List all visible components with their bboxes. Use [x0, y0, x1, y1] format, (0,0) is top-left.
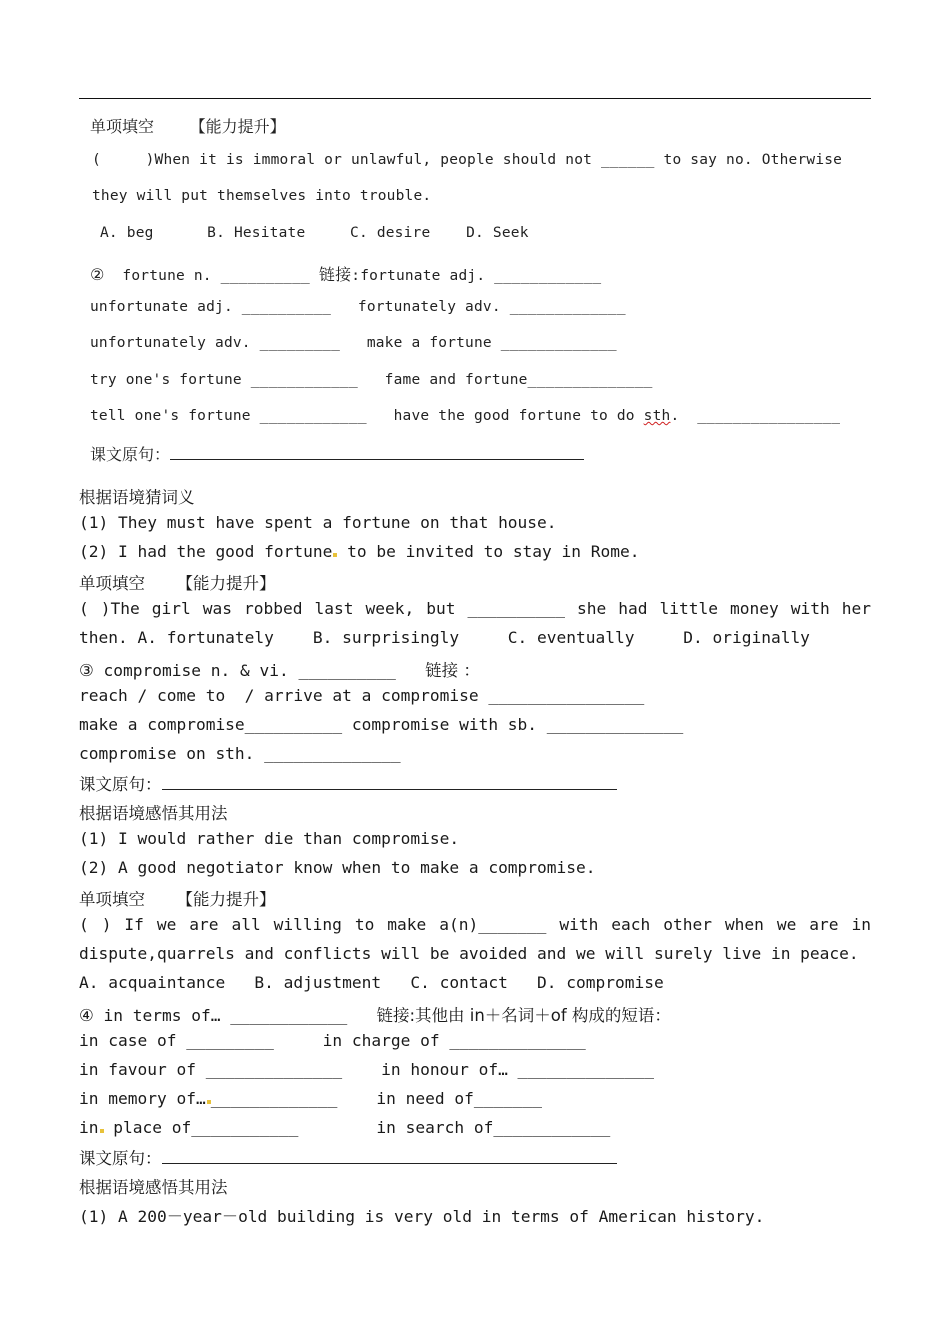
section-2-header: 单项填空 【能力提升】 — [79, 574, 276, 593]
item-2-fortune: ② fortune n. __________ 链接:fortunate adj. ____________ — [90, 265, 602, 284]
original-sentence-3: 课文原句： — [79, 1145, 617, 1169]
header-rule — [79, 98, 871, 99]
section-3-header: 单项填空 【能力提升】 — [79, 890, 276, 909]
compromise-row-3: compromise on sth. ______________ — [79, 744, 401, 763]
terms-example-1: (1) A 200－year－old building is very old in terms of American history. — [79, 1207, 765, 1226]
compromise-row-1: reach / come to / arrive at a compromise ________________ — [79, 686, 645, 705]
compromise-usage-header: 根据语境感悟其用法 — [79, 804, 228, 823]
compromise-example-1: (1) I would rather die than compromise. — [79, 829, 460, 848]
fortune-example-1: (1) They must have spent a fortune on that house. — [79, 513, 557, 532]
fortune-row-unfortunate: unfortunate adj. __________ fortunately adv. _____________ — [90, 299, 626, 315]
fortune-example-2: (2) I had the good fortune to be invited to stay in Rome. — [79, 542, 640, 561]
terms-usage-header: 根据语境感悟其用法 — [79, 1178, 228, 1197]
question-1-line-2: they will put themselves into trouble. — [92, 188, 432, 204]
question-1-line-1: ( )When it is immoral or unlawful, people should not ______ to say no. Otherwise — [92, 152, 843, 168]
fortune-row-try: try one's fortune ____________ fame and fortune______________ — [90, 372, 653, 388]
section-3-options: A. acquaintance B. adjustment C. contact D. compromise — [79, 973, 664, 992]
section-3-question-line-2: dispute,quarrels and conflicts will be avoided and we will surely live in peace. — [79, 944, 859, 963]
image-section-header: 单项填空 【能力提升】 — [90, 117, 286, 136]
terms-row-3: in memory of… _____________ in need of_______ — [79, 1089, 543, 1108]
compromise-row-2: make a compromise__________ compromise with sb. ______________ — [79, 715, 684, 734]
terms-row-2: in favour of ______________ in honour of… ______________ — [79, 1060, 654, 1079]
terms-row-1: in case of _________ in charge of ______________ — [79, 1031, 586, 1050]
compromise-example-2: (2) A good negotiator know when to make a compromise. — [79, 858, 596, 877]
question-1-options: A. beg B. Hesitate C. desire D. Seek — [100, 225, 529, 241]
section-3-question-line-1: ( ) If we are all willing to make a(n)_______ with each other when we are in — [79, 915, 871, 934]
item-3-compromise: ③ compromise n. & vi. __________ 链接 ： — [79, 661, 480, 680]
section-2-options: then. A. fortunately B. surprisingly C. eventually D. originally — [79, 628, 810, 647]
section-2-question: ( )The girl was robbed last week, but __________ she had little money with her — [79, 599, 871, 618]
fortune-row-unfortunately: unfortunately adv. _________ make a fortune _____________ — [90, 335, 617, 351]
item-4-in-terms-of: ④ in terms of… ____________ 链接:其他由 in＋名词＋of 构成的短语： — [79, 1006, 671, 1025]
original-sentence-2: 课文原句： — [79, 771, 617, 795]
terms-row-4: in place of___________ in search of____________ — [79, 1118, 611, 1137]
fortune-row-tell: tell one's fortune ____________ have the good fortune to do sth. ________________ — [90, 408, 841, 424]
original-sentence-1: 课文原句： — [90, 442, 584, 465]
guess-meaning-header: 根据语境猜词义 — [79, 488, 195, 507]
